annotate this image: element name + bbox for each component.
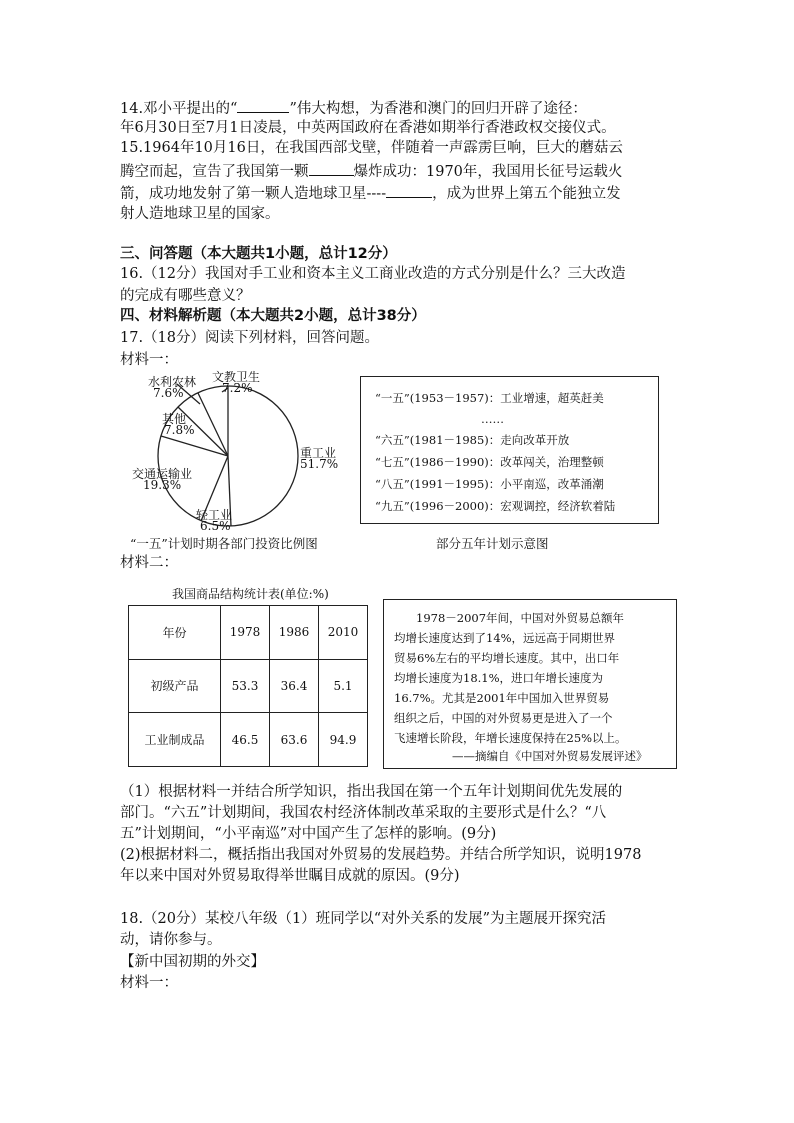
q18-line2: 动，请你参与。 bbox=[120, 932, 222, 948]
plans-caption: 部分五年计划示意图 bbox=[436, 536, 549, 551]
table-header-cell: 1978 bbox=[221, 606, 270, 660]
material1-label: 材料一： bbox=[120, 352, 178, 368]
q15-line3 bbox=[120, 183, 621, 204]
q15-line1: 15.1964年10月16日，在我国西部戈壁，伴随着一声霹雳巨响，巨大的蘑菇云 bbox=[120, 140, 623, 156]
q17-1-line1: （1）根据材料一并结合所学知识，指出我国在第一个五年计划期间优先发展的 bbox=[120, 784, 623, 800]
pie-value-light: 6.5% bbox=[200, 519, 231, 533]
pie-label-transport: 交通运输业 bbox=[132, 467, 193, 481]
pie-label-heavy: 重工业 bbox=[300, 446, 337, 460]
pie-value-heavy: 51.7% bbox=[300, 457, 339, 471]
plan-line-ellipsis: …… bbox=[481, 412, 504, 426]
table-header-row bbox=[129, 606, 368, 660]
commodity-structure-table bbox=[128, 605, 368, 767]
q17-stem: 17.（18分）阅读下列材料，回答问题。 bbox=[120, 330, 380, 346]
plan-line-6: “六五”(1981－1985)：走向改革开放 bbox=[375, 433, 570, 447]
q17-1-line2: 部门。“六五”计划期间，我国农村经济体制改革采取的主要形式是什么？“八 bbox=[120, 805, 607, 821]
quote-line: 飞速增长阶段，年增长速度保持在25%以上。 bbox=[394, 731, 627, 745]
plan-line-8: “八五”(1991－1995)：小平南巡，改革涌潮 bbox=[375, 477, 604, 491]
trade-quote-box bbox=[383, 599, 677, 769]
pie-label-other: 其他 bbox=[162, 412, 187, 426]
table-header-cell: 2010 bbox=[318, 606, 367, 660]
table-header-cell: 1986 bbox=[270, 606, 319, 660]
q14-line1 bbox=[120, 98, 587, 119]
quote-source: ——摘编自《中国对外贸易发展评述》 bbox=[452, 749, 648, 763]
quote-line: 组织之后，中国的对外贸易更是进入了一个 bbox=[394, 711, 613, 725]
material3-label: 材料一： bbox=[120, 975, 178, 991]
section3-heading: 三、问答题（本大题共1小题，总计12分） bbox=[120, 246, 397, 262]
section4-heading: 四、材料解析题（本大题共2小题，总计38分） bbox=[120, 308, 426, 324]
pie-value-water: 7.6% bbox=[153, 386, 184, 400]
quote-line: 16.7%。尤其是2001年中国加入世界贸易 bbox=[394, 691, 610, 705]
table-cell: 94.9 bbox=[318, 713, 367, 767]
quote-line: 贸易6%左右的平均增长速度。其中，出口年 bbox=[394, 651, 620, 665]
pie-label-light: 轻工业 bbox=[196, 508, 233, 522]
table-title: 我国商品结构统计表(单位:%) bbox=[172, 587, 329, 601]
q15-blank-1[interactable] bbox=[309, 161, 354, 176]
subsection-heading: 【新中国初期的外交】 bbox=[120, 954, 265, 970]
pie-value-other: 7.8% bbox=[164, 423, 195, 437]
quote-line: 均增长速度达到了14%，远远高于同期世界 bbox=[394, 631, 616, 645]
quote-line: 均增长速度为18.1%，进口年增长速度为 bbox=[394, 671, 604, 685]
q15-text-c: 箭，成功地发射了第一颗人造地球卫星---- bbox=[120, 186, 387, 202]
plan-line-9: “九五”(1996－2000)：宏观调控，经济软着陆 bbox=[375, 499, 616, 513]
q14-text-a: 14.邓小平提出的“ bbox=[120, 101, 238, 117]
table-cell: 63.6 bbox=[270, 713, 319, 767]
plan-line-1: “一五”(1953－1957)：工业增速，超英赶美 bbox=[375, 391, 604, 405]
pie-value-edu: 7.2% bbox=[222, 381, 253, 395]
q17-2-line2: 年以来中国对外贸易取得举世瞩目成就的原因。(9分) bbox=[120, 868, 460, 884]
q17-2-line1: (2)根据材料二，概括指出我国对外贸易的发展趋势。并结合所学知识，说明1978 bbox=[120, 847, 642, 863]
q15-text-d: ，成为世界上第五个能独立发 bbox=[432, 186, 621, 202]
q15-text-b: 爆炸成功：1970年，我国用长征号运载火 bbox=[353, 164, 623, 180]
table-cell: 5.1 bbox=[318, 659, 367, 713]
table-cell: 工业制成品 bbox=[129, 713, 221, 767]
plan-line-7: “七五”(1986－1990)：改革闯关，治理整顿 bbox=[375, 455, 604, 469]
pie-caption: “一五”计划时期各部门投资比例图 bbox=[130, 536, 318, 551]
q17-1-line3: 五”计划期间，“小平南巡”对中国产生了怎样的影响。(9分) bbox=[120, 826, 497, 842]
quote-line: 1978－2007年间，中国对外贸易总额年 bbox=[416, 611, 625, 625]
table-cell: 46.5 bbox=[221, 713, 270, 767]
pie-label-edu: 文教卫生 bbox=[212, 370, 261, 384]
table-header-cell: 年份 bbox=[129, 606, 221, 660]
q14-text-b: ”伟大构想，为香港和澳门的回归开辟了途径： bbox=[289, 101, 587, 117]
q14-line2: 年6月30日至7月1日凌晨，中英两国政府在香港如期举行香港政权交接仪式。 bbox=[120, 120, 616, 136]
table-cell: 53.3 bbox=[221, 659, 270, 713]
q16-line1: 16.（12分）我国对手工业和资本主义工商业改造的方式分别是什么？三大改造 bbox=[120, 266, 626, 282]
table-cell: 初级产品 bbox=[129, 659, 221, 713]
q15-text-a: 腾空而起，宣告了我国第一颗 bbox=[120, 164, 309, 180]
q15-line2 bbox=[120, 161, 622, 182]
five-year-plan-box bbox=[360, 376, 659, 524]
material2-label: 材料二： bbox=[120, 555, 178, 571]
pie-value-transport: 19.3% bbox=[143, 478, 182, 492]
q15-line4: 射人造地球卫星的国家。 bbox=[120, 206, 280, 222]
q15-blank-2[interactable] bbox=[386, 183, 432, 198]
pie-label-water: 水利农林 bbox=[148, 375, 197, 389]
table-row bbox=[129, 713, 368, 767]
q16-line2: 的完成有哪些意义？ bbox=[120, 288, 251, 304]
q18-line1: 18.（20分）某校八年级（1）班同学以“对外关系的发展”为主题展开探究活 bbox=[120, 911, 607, 927]
q14-blank[interactable] bbox=[237, 98, 289, 113]
table-row bbox=[129, 659, 368, 713]
table-cell: 36.4 bbox=[270, 659, 319, 713]
